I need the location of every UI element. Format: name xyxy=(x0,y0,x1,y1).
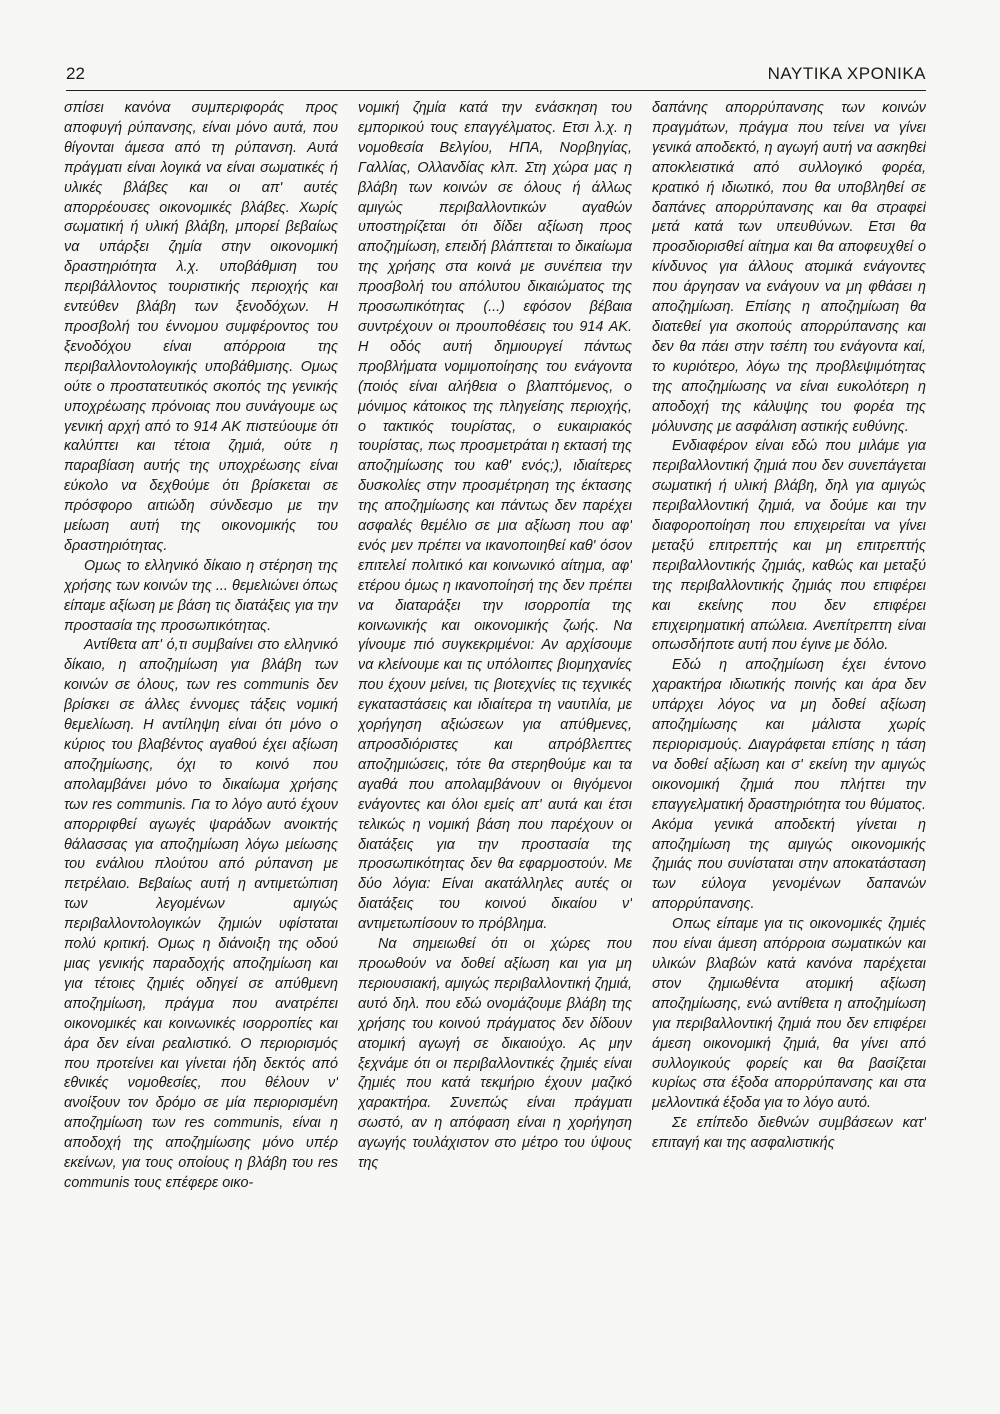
text-columns xyxy=(64,99,926,1399)
paragraph: δαπάνης απορρύπανσης των κοινών πραγμάτων, πράγμα που τείνει να γίνει γενικά αποδεκτό, η αγωγή αυτή να ασκηθεί αποκλειστικά από συλλογικό φορέα, κρατικό ή ιδιωτικό, που θα υποβληθεί σε δαπάνες απορρύπανσης και θα στραφεί μετά κατά των υπευθύνων. Ετσι θα προσδιορισθεί αίτημα και θα αποφευχθεί ο κίνδυνος για άλλους ατομικά ενάγοντες που άργησαν να ενάγουν να μη φθάσει η αποζημίωση. Επίσης η αποζημίωση θα διατεθεί για σκοπούς απορρύπανσης και δεν θα πάει στην τσέπη του ενάγοντα καί, το κυριότερο, λόγω της προβλεψιμότητας της αποζημίωσης να είναι ευκολότερη η αποδοχή της κάλυψης του φορέα της μόλυνσης με ασφάλιση αστικής ευθύνης. xyxy=(652,100,926,435)
paragraph: Ομως το ελληνικό δίκαιο η στέρηση της χρήσης των κοινών της ... θεμελιώνει όπως είπαμε αξίωση με βάση τις διατάξεις για την προστασία της προσωπικότητας. xyxy=(64,557,338,634)
paragraph: Σε επίπεδο διεθνών συμβάσεων κατ' επιταγή και της ασφαλιστικής xyxy=(652,1115,926,1152)
column-3 xyxy=(652,99,926,1399)
paragraph: Ενδιαφέρον είναι εδώ που μιλάμε για περιβαλλοντική ζημιά που δεν συνεπάγεται σωματική ή υλική βλάβη, δηλ για αμιγώς περιβαλλοντική ζημιά, να δούμε και την διαφοροποίηση που επιχειρείται να γίνει μεταξύ επιτρεπτής και μη επιτρεπτής περιβαλλοντικής ζημιάς, καθώς και μεταξύ της περιβαλλοντικής ζημιάς που επιφέρει και εκείνης που δεν επιφέρει επιχειρηματική απώλεια. Ανεπίτρεπτη είναι οπωσδήποτε αυτή που έγινε με δόλο. xyxy=(652,438,926,654)
paragraph: Αντίθετα απ' ό,τι συμβαίνει στο ελληνικό δίκαιο, η αποζημίωση για βλάβη των κοινών σε όλους, των res communis δεν βρίσκει σε άλλες έννομες τάξεις νομική θεμελίωση. Η αντίληψη είναι ότι μόνο ο κύριος του βλαβέντος αγαθού έχει αξίωση αποζημίωσης, όχι το κοινό που απολαμβάνει μόνο το δικαίωμα χρήσης των res communis. Για το λόγο αυτό έχουν απορριφθεί αγωγές ψαράδων ανοικτής θάλασσας για αποζημίωση λόγω μείωσης του ενάλιου πλούτου από ρύπανση με πετρέλαιο. Βεβαίως αυτή η αντιμετώπιση των λεγομένων αμιγώς περιβαλλοντολογικών ζημιών υφίσταται πολύ κριτική. Ομως η διάνοιξη της οδού μιας γενικής παραδοχής αποζημίωση και για τέτοιες ζημιές οδηγεί σε απύθμενη αποζημίωση, πράγμα που ανατρέπει οικονομικές και κοινωνικές ισορροπίες και άρα δεν είναι ρεαλιστικό. Ο περιορισμός που προτείνει και γίνεται ήδη δεκτός από εθνικές νομοθεσίες, που θέλουν ν' ανοίξουν τον δρόμο σε μία περιορισμένη αποζημίωση των res communis, είναι η αποδοχή της αποζημίωσης μόνο υπέρ εκείνων, για τους οποίους η βλάβη του res communis τους επέφερε οικο- xyxy=(64,637,338,1191)
paragraph: σπίσει κανόνα συμπεριφοράς προς αποφυγή ρύπανσης, είναι μόνο αυτά, που θίγονται άμεσα από τη ρύπανση. Αυτά πράγματι είναι λογικά να είναι σωματικές ή υλικές βλάβες και οι απ' αυτές απορρέουσες οικονομικές βλάβες. Χωρίς σωματική ή υλική βλάβη, μπορεί βεβαίως να υπάρξει ζημία στην οικονομική δραστηριότητα λ.χ. υποβάθμιση του περιβάλλοντος τουριστικής περιοχής και εντεύθεν βλάβη των ξενοδόχων. Η προσβολή του έννομου συμφέροντος του ξενοδόχου είναι απόρροια της περιβαλλοντολογικής υποβάθμισης. Ομως ούτε ο προστατευτικός σκοπός της γενικής υποχρέωσης πρόνοιας που συνάγουμε ως γενική αρχή από το 914 ΑΚ πιστεύουμε ότι καλύπτει και τέτοια ζημιά, ούτε η παραβίαση αυτής της υποχρέωσης είναι εύκολο να δεχθούμε ότι βρίσκεται σε πρόσφορο αιτιώδη σύνδεσμο με την μείωση αυτή της οικονομικής του δραστηριότητας. xyxy=(64,100,338,554)
header-rule xyxy=(66,90,926,91)
column-1 xyxy=(64,99,338,1399)
paragraph: Να σημειωθεί ότι οι χώρες που προωθούν να δοθεί αξίωση και για μη περιουσιακή, αμιγώς περιβαλλοντική ζημιά, αυτό δηλ. που εδώ ονομάζουμε βλάβη της χρήσης του κοινού πράγματος δεν δίδουν ατομική αγωγή σε δικαιούχο. Ας μην ξεχνάμε ότι οι περιβαλλοντικές ζημιές είναι ζημιές που κατά τεκμήριο έχουν μαζικό χαρακτήρα. Συνεπώς είναι πράγματι σωστό, αν η απόφαση είναι η χορήγηση αγωγής τουλάχιστον στο μέτρο του ύψους της xyxy=(358,936,632,1172)
column-2 xyxy=(358,99,632,1399)
running-title: ΝΑΥΤΙΚΑ ΧΡΟΝΙΚΑ xyxy=(767,64,926,83)
paragraph: νομική ζημία κατά την ενάσκηση του εμπορικού τους επαγγέλματος. Ετσι λ.χ. η νομοθεσία Βελγίου, ΗΠΑ, Νορβηγίας, Γαλλίας, Ολλανδίας κλπ. Στη χώρα μας η βλάβη των κοινών σε όλους ή άλλως αμιγώς περιβαλλοντικών αγαθών υποστηρίζεται ότι δίδει αξίωση προς αποζημίωση, επειδή βλάπτεται το δικαίωμα της χρήσης στα κοινά με συνέπεια την προσβολή του απόλυτου δικαιώματος της προσωπικότητας (...) εφόσον βέβαια συντρέχουν οι προυποθέσεις του 914 ΑΚ. Η οδός αυτή δημιουργεί πάντως προβλήματα νομιμοποίησης του ενάγοντα (ποιός είναι αλήθεια ο βλαπτόμενος, ο μόνιμος κάτοικος της πληγείσης περιοχής, ο τακτικός τουρίστας, ο ευκαιριακός τουρίστας, πως προσμετράται η εκτασή της αποζημίωσης του καθ' ενός;), ιδιαίτερες δυσκολίες στην προσμέτρηση της έκτασης της αποζημίωσης και πάντως δεν παρέχει ασφαλές θεμέλιο σε μια αξίωση που αφ' ενός μεν πρέπει να ικανοποιηθεί καθ' όσον επιτελεί πολιτικό και κοινωνικό αίτημα, αφ' ετέρου όμως η ικανοποίησή της δεν πρέπει να διαταράξει την ισορροπία της κοινωνικής και οικονομικής ζωής. Να γίνουμε πιό συγκεκριμένοι: Αν αρχίσουμε να κλείνουμε και τις υπόλοιπες βιομηχανίες που έχουν μείνει, τις βιοτεχνίες τις τεχνικές εγκαταστάσεις και ιδιαίτερα τη ναυτιλία, με χορήγηση αξιώσεων για απύθμενες, απροσδιόριστες και απρόβλεπτες αποζημιώσεις, τότε θα στερηθούμε και τα αγαθά που απολαμβάνουν οι θιγόμενοι ενάγοντες και όλοι εμείς απ' αυτά και έτσι τελικώς η νομική βάση που παρέχουν οι διατάξεις για την προστασία της προσωπικότητας δεν θα εφαρμοστούν. Με δύο λόγια: Είναι ακατάλληλες αυτές οι διατάξεις του κοινού δικαίου ν' αντιμετωπίσουν το πρόβλημα. xyxy=(358,100,632,933)
paragraph: Εδώ η αποζημίωση έχει έντονο χαρακτήρα ιδιωτικής ποινής και άρα δεν υπάρχει λόγος να μη δοθεί αξίωση αποζημίωσης και μάλιστα χωρίς περιορισμούς. Διαγράφεται επίσης η τάση να δοθεί αξίωση και σ' εκείνη την αμιγώς οικονομική ζημιά που πλήττει την επαγγελματική δραστηριότητα του θύματος. Ακόμα γενικά αποδεκτή γίνεται η αποζημίωση της αμιγώς οικονομικής ζημιάς που συνίσταται στην αποκατάσταση των εύλογα γενομένων δαπανών απορρύπανσης. xyxy=(652,657,926,913)
paragraph: Οπως είπαμε για τις οικονομικές ζημιές που είναι άμεση απόρροια σωματικών και υλικών βλαβών κατά κανόνα παρέχεται στον ζημιωθέντα ατομική αξίωση αποζημίωσης, ενώ αντίθετα η αποζημίωση για περιβαλλοντική ζημιά που δεν επιφέρει άμεση οικονομική ζημιά, θα γίνει από συλλογικούς φορείς και θα βασίζεται κυρίως στα έξοδα απορρύπανσης και στα μελλοντικά έξοδα για το λόγο αυτό. xyxy=(652,916,926,1112)
page-number: 22 xyxy=(66,64,85,83)
